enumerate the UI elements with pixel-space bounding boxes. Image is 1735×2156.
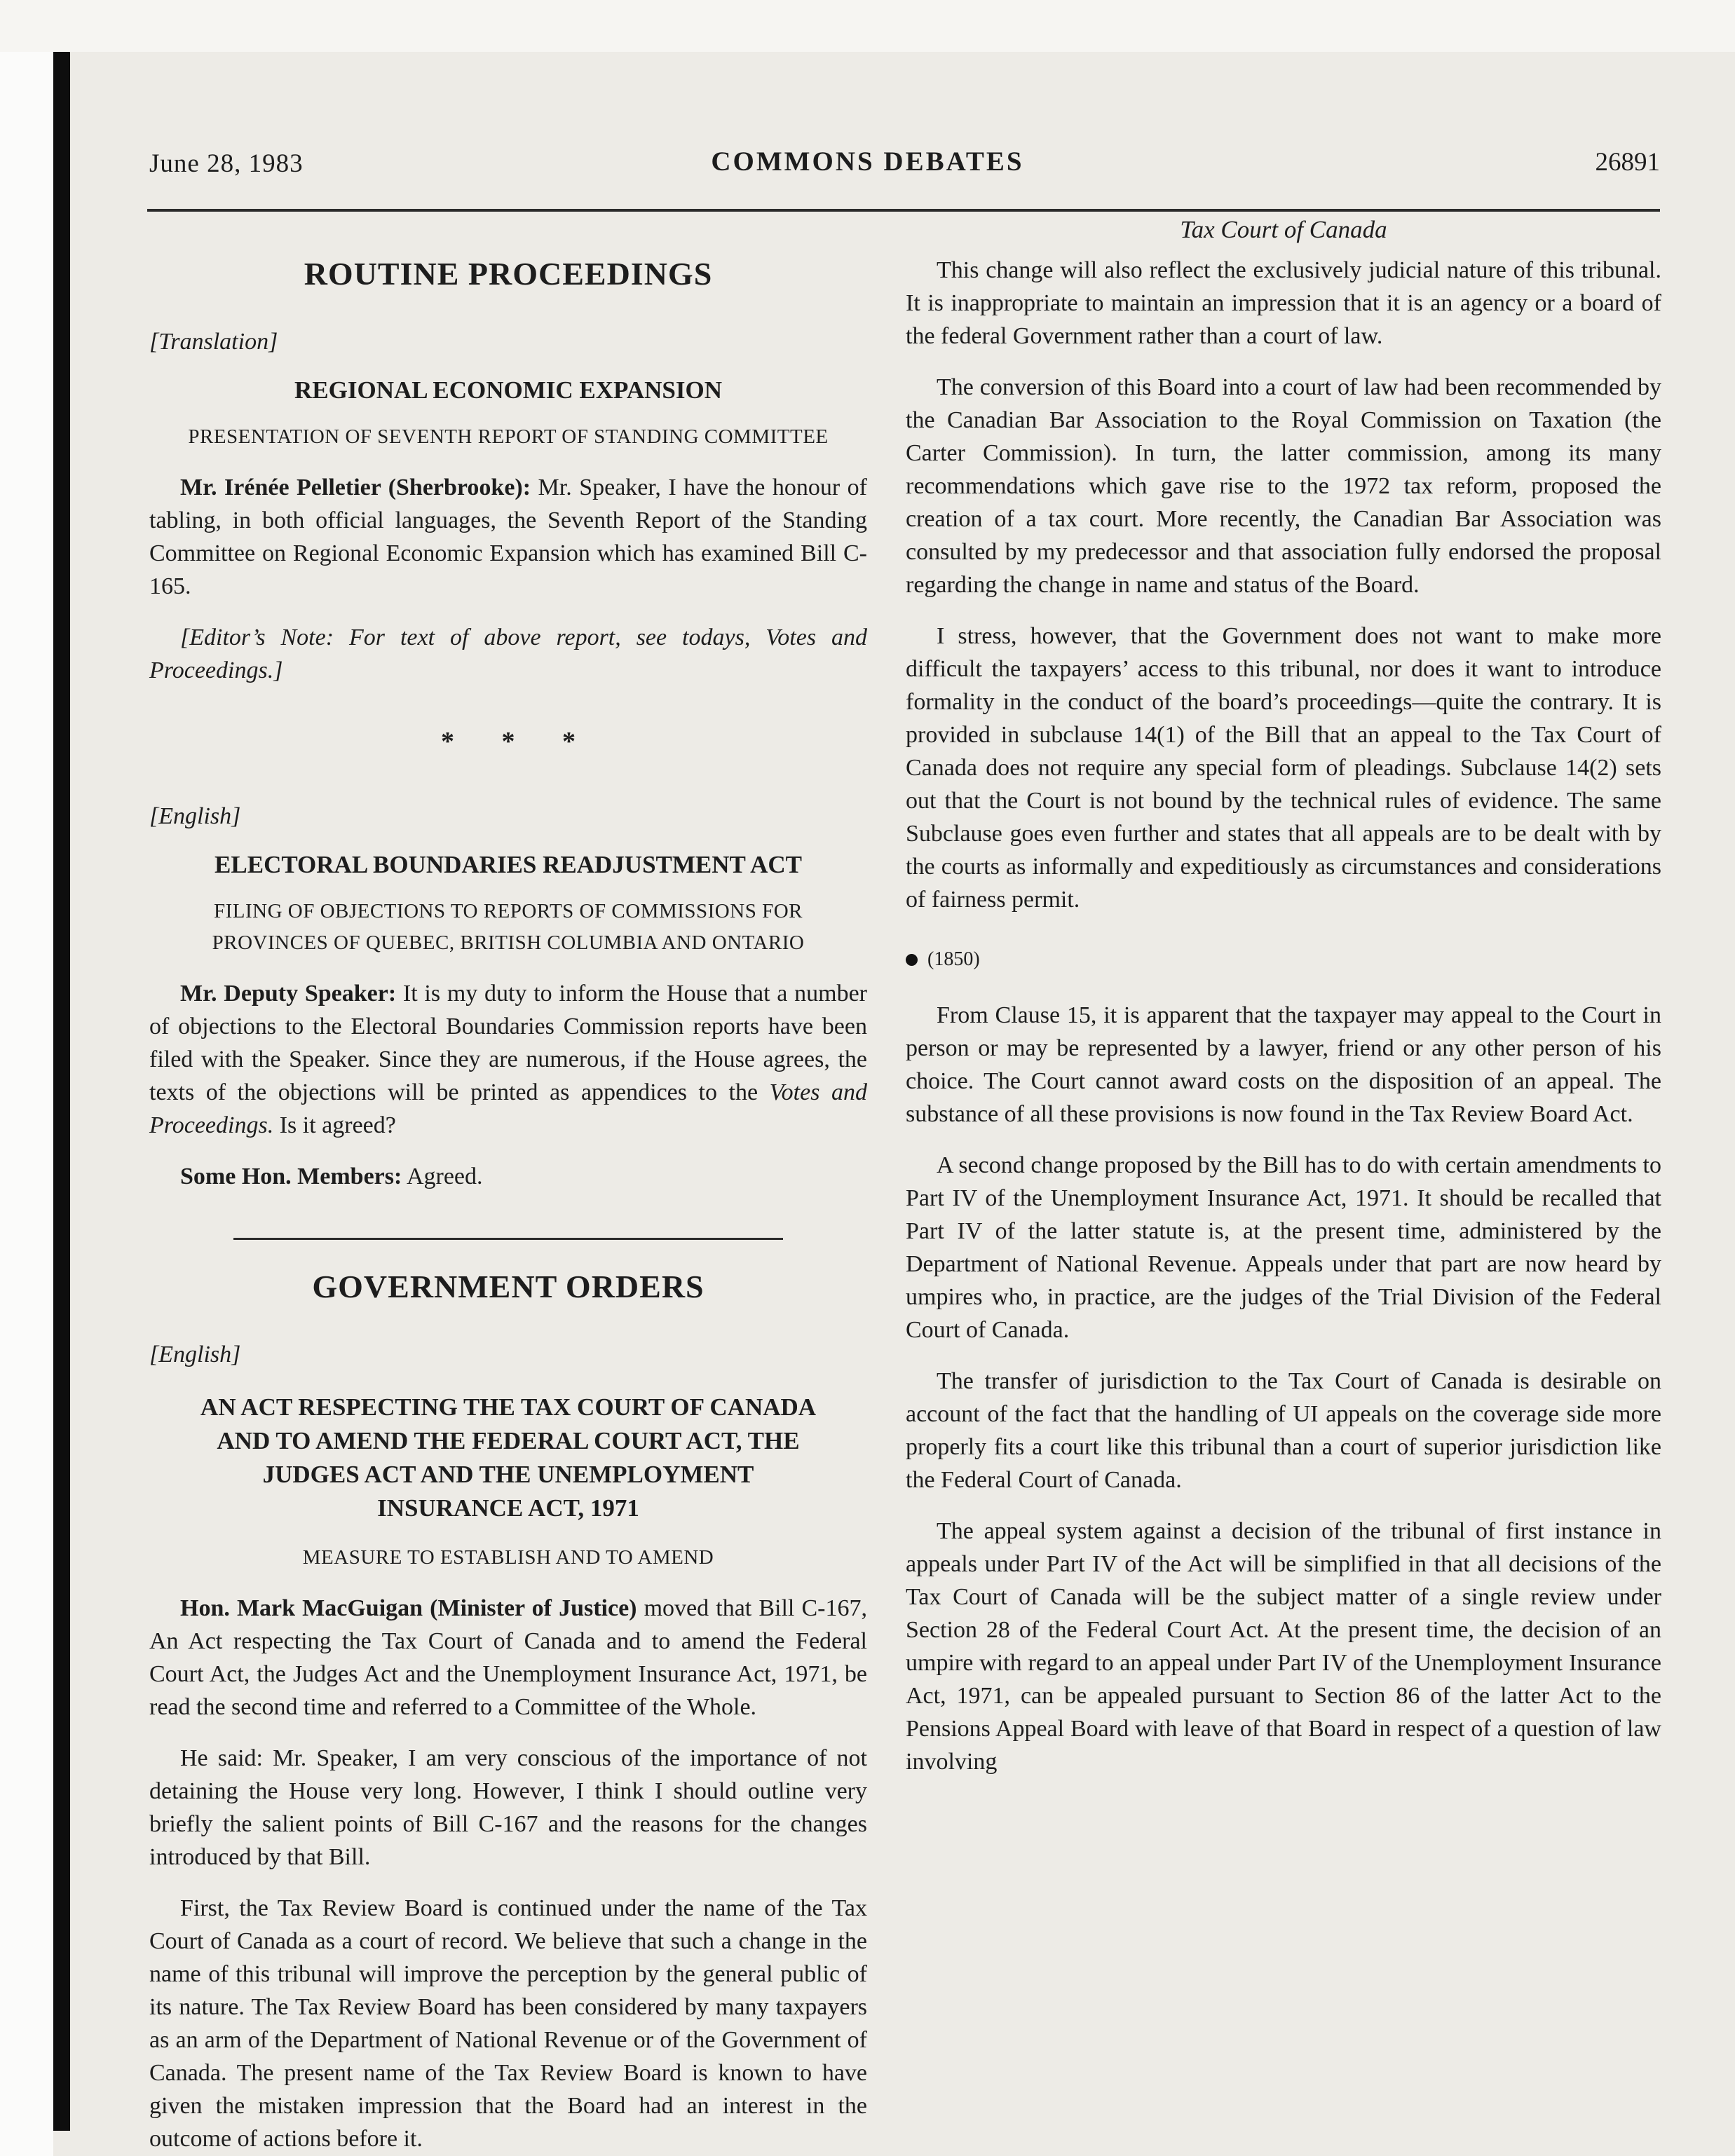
votes-and-proceedings-italic: Votes and Proceedings. bbox=[149, 1079, 867, 1138]
members-text: Agreed. bbox=[402, 1163, 483, 1189]
deputy-speaker-speech-2: Is it agreed? bbox=[273, 1112, 396, 1138]
act-heading-line1: AN ACT RESPECTING THE TAX COURT OF CANADA bbox=[200, 1393, 817, 1421]
macguigan-motion-text: moved that Bill C-167, An Act respecting the Tax Court of Canada and to amend the Federal Court Act, the Judges Act and the Unemployment Insurance Act, 1971, be read the second time and referred to a Committee of the Whole. bbox=[149, 1595, 867, 1720]
header-date: June 28, 1983 bbox=[149, 149, 304, 178]
routine-proceedings-title: ROUTINE PROCEEDINGS bbox=[304, 256, 713, 292]
first-change-paragraph: First, the Tax Review Board is continued under the name of the Tax Court of Canada as a court of record. We believe that such a change in the name of this tribunal will improve the perception by the general public of its nature. The Tax Review Board has been considered by many taxpayers as an arm of the Department of National Revenue or of the Government of Canada. The present name of the Tax Review Board is known to have given the mistaken impression that the Board had an interest in the outcome of actions before it. bbox=[149, 1895, 867, 2152]
electoral-subheading-line1: FILING OF OBJECTIONS TO REPORTS OF COMMISSIONS FOR bbox=[214, 899, 803, 922]
he-said-paragraph: He said: Mr. Speaker, I am very conscious of the importance of not detaining the House very long. However, I think I should outline very briefly the salient points of Bill C-167 and the reasons for the changes introduced by that Bill. bbox=[149, 1745, 867, 1870]
scan-left-margin bbox=[0, 0, 53, 2156]
section-rule bbox=[233, 1238, 783, 1240]
pelletier-speech: Mr. Speaker, I have the honour of tabling, in both official languages, the Seventh Report of the Standing Committee on Regional Economic Expansion which has examined Bill C-165. bbox=[149, 474, 867, 599]
page-number: 26891 bbox=[1595, 148, 1660, 177]
electoral-subheading-line2: PROVINCES OF QUEBEC, BRITISH COLUMBIA AND ONTARIO bbox=[212, 931, 805, 954]
act-heading bbox=[149, 1391, 867, 1525]
right-column bbox=[906, 216, 1661, 1778]
right-paragraph-1: This change will also reflect the exclusively judicial nature of this tribunal. It is inappropriate to maintain an impression that it is an agency or a board of the federal Government rather than a court of law. bbox=[906, 257, 1661, 349]
act-heading-line4: INSURANCE ACT, 1971 bbox=[377, 1494, 639, 1522]
english-tag-1: [English] bbox=[149, 803, 241, 829]
macguigan-speaker-name: Hon. Mark MacGuigan (Minister of Justice) bbox=[180, 1595, 637, 1621]
members-lead: Some Hon. Members: bbox=[180, 1163, 402, 1189]
right-paragraph-3: I stress, however, that the Government does not want to make more difficult the taxpayers’ access to this tribunal, nor does it want to introduce formality in the conduct of the board’s proceedings—quite the contrary. It is provided in subclause 14(1) of the Bill that an appeal to the Tax Court of Canada does not require any special form of pleadings. Subclause 14(2) sets out that the Court is not bound by the technical rules of evidence. The same Subclause goes even further and states that all appeals are to be dealt with by the courts as informally and expeditiously as circumstances and considerations of fairness permit. bbox=[906, 623, 1661, 913]
pelletier-paragraph bbox=[149, 471, 867, 603]
header-rule bbox=[147, 209, 1660, 212]
government-orders-title: GOVERNMENT ORDERS bbox=[312, 1268, 705, 1304]
book-gutter-shadow bbox=[53, 52, 70, 2131]
electoral-heading: ELECTORAL BOUNDARIES READJUSTMENT ACT bbox=[215, 850, 802, 878]
act-heading-line3: JUDGES ACT AND THE UNEMPLOYMENT bbox=[262, 1460, 754, 1488]
right-paragraph-2: The conversion of this Board into a court of law had been recommended by the Canadian Bar Association to the Royal Commission on Taxation (the Carter Commission). In turn, the latter commission, among its many recommendations which gave rise to the 1972 tax reform, proposed the creation of a tax court. More recently, the Canadian Bar Association was consulted by my predecessor and that association fully endorsed the proposal regarding the change in name and status of the Board. bbox=[906, 374, 1661, 598]
macguigan-paragraph bbox=[149, 1592, 867, 1724]
running-head: Tax Court of Canada bbox=[1180, 216, 1387, 243]
timestamp-value: (1850) bbox=[927, 948, 980, 970]
section-separator: * * * bbox=[441, 726, 576, 756]
scan-top-margin bbox=[0, 0, 1735, 52]
deputy-speaker-paragraph bbox=[149, 977, 867, 1142]
pelletier-speaker-name: Mr. Irénée Pelletier (Sherbrooke): bbox=[180, 474, 531, 500]
right-paragraph-7: The appeal system against a decision of the tribunal of first instance in appeals under Part IV of the Act will be simplified in that all decisions of the Tax Court of Canada will be the subject matter of a single review under Section 28 of the Federal Court Act. At the present time, the decision of an umpire with regard to an appeal under Part IV of the Unemployment Insurance Act, 1971, can be appealed pursuant to Section 86 of the latter Act to the Pensions Appeal Board with leave of that Board in respect of a question of law involving bbox=[906, 1518, 1661, 1775]
left-column bbox=[149, 236, 867, 2155]
act-subheading: MEASURE TO ESTABLISH AND TO AMEND bbox=[302, 1546, 714, 1569]
electoral-subheading bbox=[149, 896, 867, 959]
right-paragraph-4: From Clause 15, it is apparent that the taxpayer may appeal to the Court in person or may be represented by a lawyer, friend or any other person of his choice. The Court cannot award costs on the disposition of an appeal. The substance of all these provisions is now found in the Tax Review Board Act. bbox=[906, 1002, 1661, 1127]
page-title: COMMONS DEBATES bbox=[711, 146, 1024, 177]
right-paragraph-6: The transfer of jurisdiction to the Tax Court of Canada is desirable on account of the fact that the handling of UI appeals on the coverage side more properly fits a court like this tribunal than a court of superior jurisdiction like the Federal Court of Canada. bbox=[906, 1368, 1661, 1493]
deputy-speaker-name: Mr. Deputy Speaker: bbox=[180, 980, 397, 1007]
english-tag-2: [English] bbox=[149, 1341, 241, 1367]
members-agreed-line bbox=[149, 1160, 867, 1193]
regional-heading: REGIONAL ECONOMIC EXPANSION bbox=[294, 376, 722, 404]
regional-subheading: PRESENTATION OF SEVENTH REPORT OF STANDING COMMITTEE bbox=[188, 425, 829, 448]
editors-note: [Editor’s Note: For text of above report, see todays, Votes and Proceedings.] bbox=[149, 624, 867, 683]
deputy-speaker-speech-1: It is my duty to inform the House that a number of objections to the Electoral Boundaries Commission reports have been filed with the Speaker. Since they are numerous, if the House agrees, the texts of the objections will be printed as appendices to the bbox=[149, 980, 867, 1105]
timestamp-bullet-icon bbox=[906, 954, 918, 966]
right-paragraph-5: A second change proposed by the Bill has to do with certain amendments to Part IV of the Unemployment Insurance Act, 1971. It should be recalled that Part IV of the latter statute is, at the present time, administered by the Department of National Revenue. Appeals under that part are now heard by umpires who, in practice, are the judges of the Trial Division of the Federal Court of Canada. bbox=[906, 1152, 1661, 1343]
translation-tag: [Translation] bbox=[149, 329, 278, 355]
act-heading-line2: AND TO AMEND THE FEDERAL COURT ACT, THE bbox=[217, 1426, 800, 1454]
timestamp-line bbox=[906, 948, 1661, 971]
